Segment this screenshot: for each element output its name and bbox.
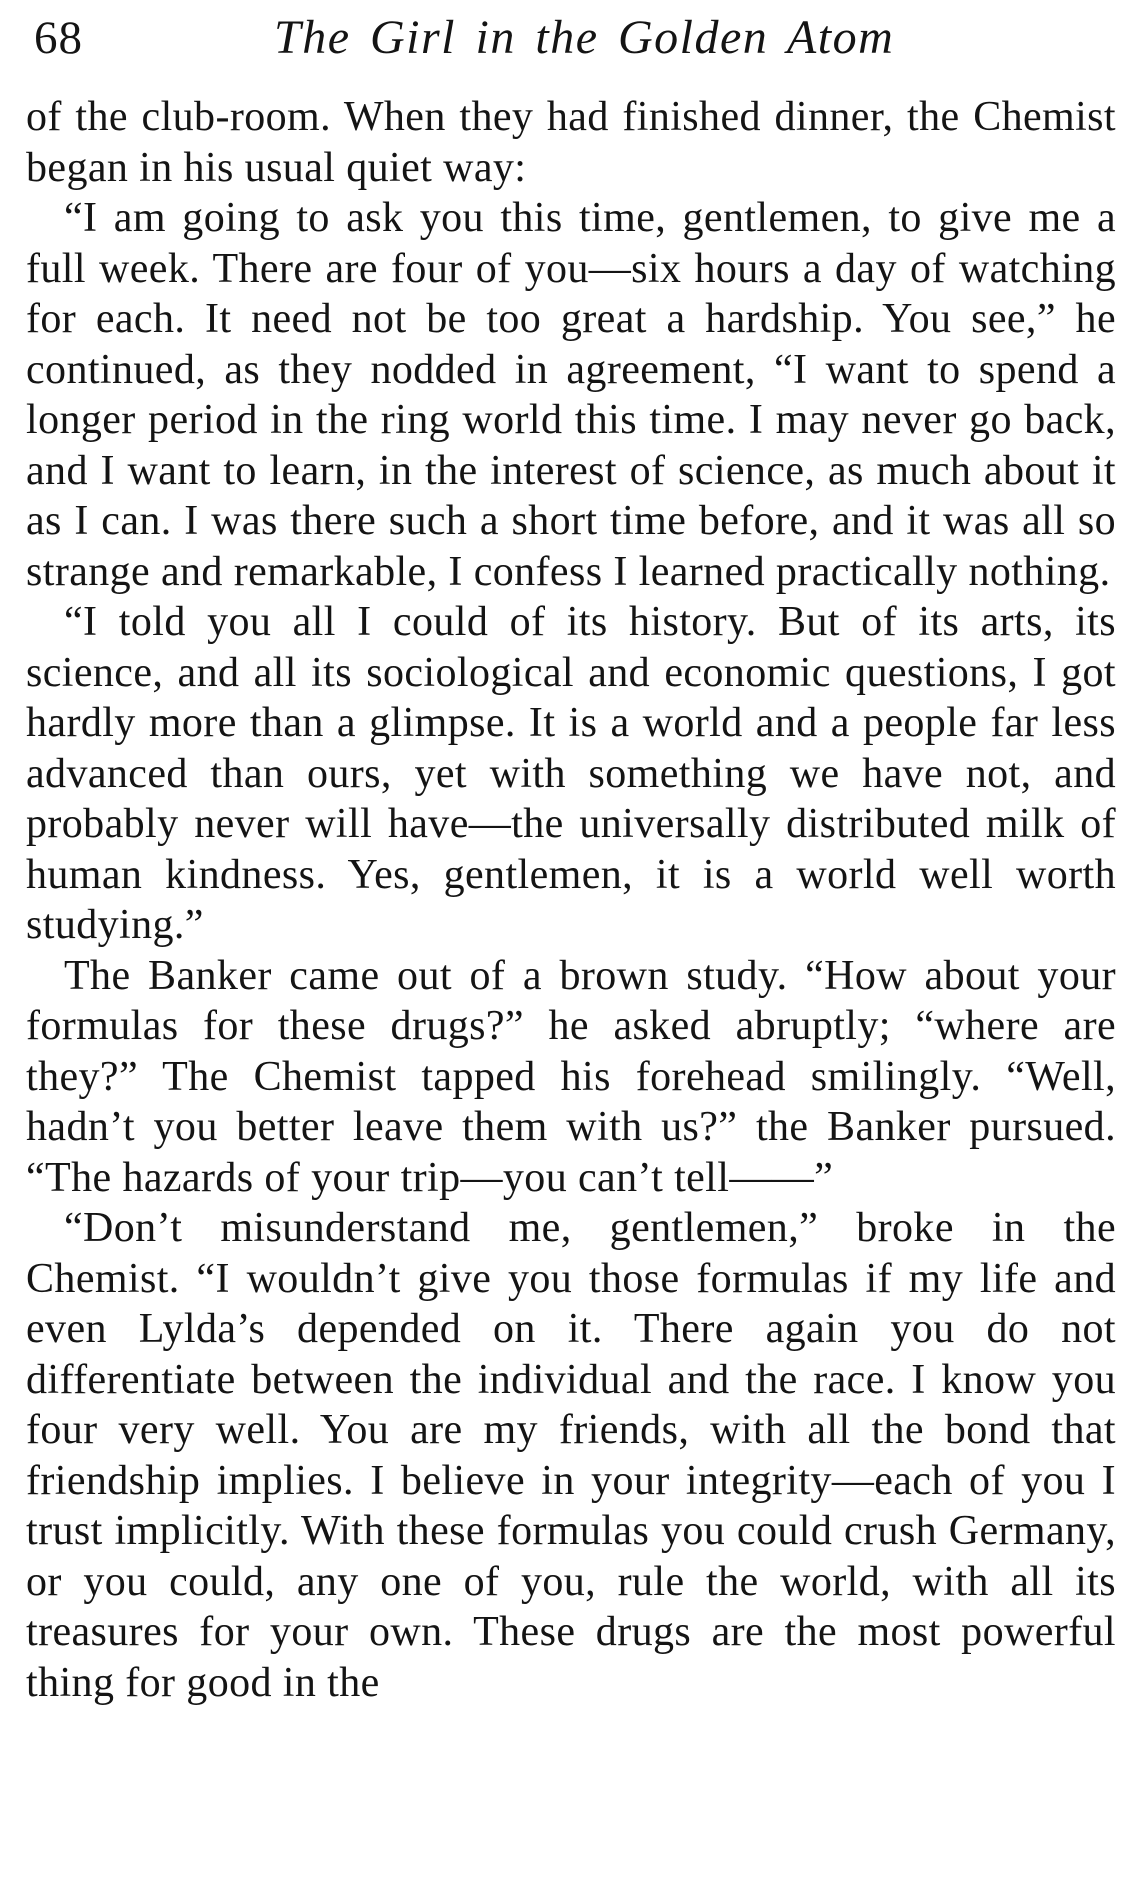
body-text bbox=[26, 92, 1116, 1708]
paragraph: The Banker came out of a brown study. “How about your formulas for these drugs?” he asked abruptly; “where are they?” The Chemist tapped his forehead smilingly. “Well, hadn’t you better leave them with us?” the Banker pursued. “The hazards of your trip—you can’t tell——” bbox=[26, 952, 1116, 1201]
running-head bbox=[26, 8, 1116, 68]
page-number: 68 bbox=[34, 12, 83, 64]
paragraph: “I told you all I could of its history. But of its arts, its science, and all its sociological and economic questions, I got hardly more than a glimpse. It is a world and a people far less advanced than ours, yet with something we have not, and probably never will have—the universally distributed milk of human kindness. Yes, gentlemen, it is a world well worth studying.” bbox=[26, 599, 1116, 948]
paragraph: “Don’t misunderstand me, gentlemen,” broke in the Chemist. “I wouldn’t give you those formulas if my life and even Lylda’s depended on it. There again you do not differentiate between the individual and the race. I know you four very well. You are my friends, with all the bond that friendship implies. I believe in your integrity—each of you I trust implicitly. With these formulas you could crush Germany, or you could, any one of you, rule the world, with all its treasures for your own. These drugs are the most powerful thing for good in the bbox=[26, 1205, 1116, 1706]
paragraph-continued: of the club-room. When they had finished dinner, the Chemist began in his usual quiet way: bbox=[26, 94, 1116, 191]
book-title: The Girl in the Golden Atom bbox=[274, 11, 895, 64]
paragraph: “I am going to ask you this time, gentlemen, to give me a full week. There are four of you—six hours a day of watching for each. It need not be too great a hardship. You see,” he continued, as they nodded in agreement, “I want to spend a longer period in the ring world this time. I may never go back, and I want to learn, in the interest of science, as much about it as I can. I was there such a short time before, and it was all so strange and remarkable, I confess I learned practically nothing. bbox=[26, 195, 1116, 595]
